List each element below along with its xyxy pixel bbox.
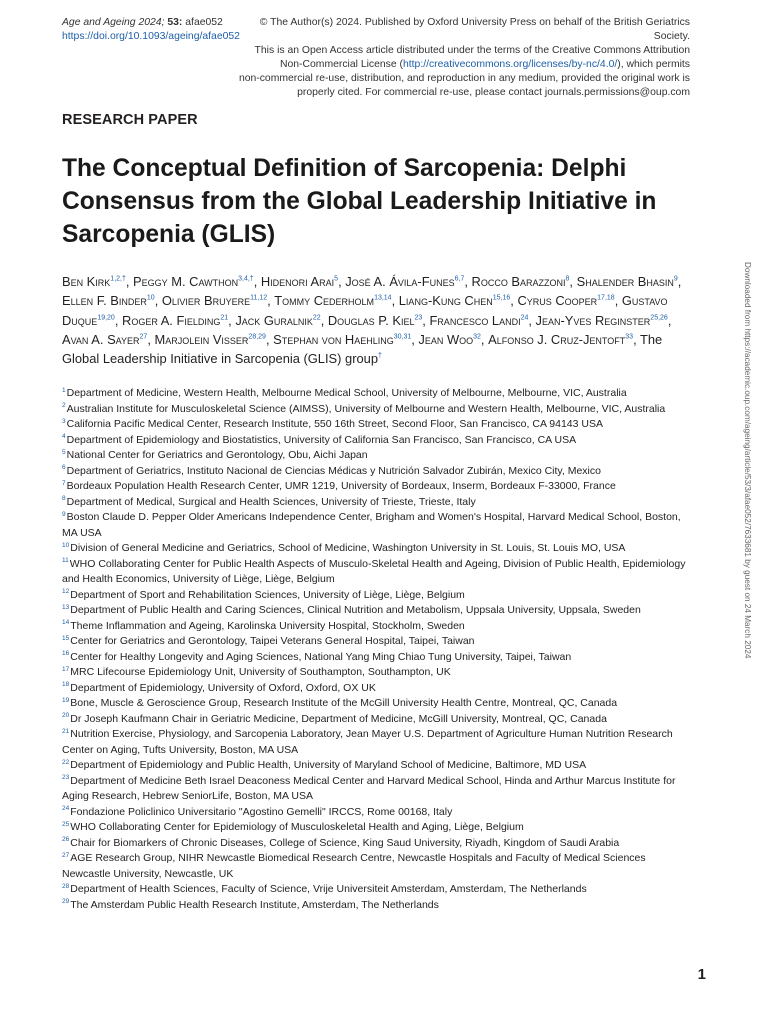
affiliation-text: Department of Health Sciences, Faculty of Science, Vrije Universiteit Amsterdam, Amsterdam, The Netherlands xyxy=(70,883,587,895)
affiliation-item xyxy=(62,851,692,882)
affiliation-number: 9 xyxy=(62,510,66,518)
affiliation-text: Department of Medicine, Western Health, Melbourne Medical School, University of Melbourne, Melbourne, VIC, Australia xyxy=(66,387,627,399)
affiliation-text: Nutrition Exercise, Physiology, and Sarcopenia Laboratory, Jean Mayer U.S. Department of Agriculture Human Nutrition Research Center on Aging, Tufts University, Boston, MA USA xyxy=(62,728,673,756)
author-affiliation-ref: 10 xyxy=(146,295,155,302)
affiliation-text: Bordeaux Population Health Research Center, UMR 1219, University of Bordeaux, Inserm, Bordeaux F-33000, France xyxy=(66,480,616,492)
author-affiliation-ref: 23 xyxy=(414,314,423,322)
group-author: , The Global Leadership Initiative in Sarcopenia (GLIS) group xyxy=(62,331,663,367)
affiliation-text: Department of Sport and Rehabilitation Sciences, University of Liège, Liège, Belgium xyxy=(70,588,465,601)
affiliation-number: 12 xyxy=(62,588,70,595)
affiliation-number: 19 xyxy=(62,696,70,704)
author-name: Ben Kirk xyxy=(62,274,111,289)
affiliation-item xyxy=(62,898,692,914)
affiliation-item xyxy=(62,882,692,898)
affiliation-item xyxy=(62,634,692,650)
article-id: afae052 xyxy=(185,17,223,28)
author-name: Douglas P. Kiel xyxy=(327,312,415,328)
affiliation-text: Boston Claude D. Pepper Older Americans Independence Center, Brigham and Women's Hospital, Harvard Medical School, Boston, MA USA xyxy=(62,511,681,539)
affiliation-item xyxy=(62,665,692,681)
author-affiliation-ref: 22 xyxy=(312,314,321,322)
affiliation-text: MRC Lifecourse Epidemiology Unit, University of Southampton, Southampton, UK xyxy=(70,666,451,678)
author-affiliation-ref: 1,2,† xyxy=(110,275,126,283)
affiliation-number: 6 xyxy=(62,464,66,471)
author-list: Ben Kirk$^{1,2,\dagger}$, Peggy M. Cawthon$^{3,4,\dagger}$, Hidenori Arai$^5$, José A. Ávila-Funes$^{6,7}$, Rocco Barazzoni$^8$, Shalender Bhasin$^9$, Ellen F. Binder$^{10}$, Olivier Bruyere$^{11,12}$, Tommy Cederholm$^{13,14}$, Liang-Kung Chen$^{15,16}$, Cyrus Cooper$^{17,18}$, Gustavo Duque$^{19,20}$, Roger A. Fielding$^{21}$, Jack Guralnik$^{22}$, Douglas P. Kiel$^{23}$, Francesco Landi$^{24}$, Jean-Yves Reginster$^{25,26}$, Avan A. Sayer$^{27}$, Marjolein Visser$^{28,29}$, Stephan von Haehling$^{30,31}$, Jean Woo$^{32}$, Alfonso J. Cruz-Jentoft$^{33}$, The Global Leadership Initiative in Sarcopenia (GLIS) group† xyxy=(62,274,682,367)
author-affiliation-ref: 25,26 xyxy=(650,314,668,322)
author-name: Peggy M. Cawthon xyxy=(133,274,239,289)
affiliation-text: WHO Collaborating Center for Epidemiology of Musculoskeletal Health and Aging, Liège, Belgium xyxy=(70,821,524,833)
author-affiliation-ref: 30,31 xyxy=(393,333,412,341)
affiliation-number: 4 xyxy=(62,433,66,440)
affiliation-item xyxy=(62,541,692,557)
author-affiliation-ref: 21 xyxy=(220,314,229,322)
affiliation-text: AGE Research Group, NIHR Newcastle Biomedical Research Centre, Newcastle Hospitals and Faculty of Medical Sciences Newcastle University, Newcastle, UK xyxy=(62,852,646,880)
affiliation-number: 3 xyxy=(62,417,66,425)
group-author-ref: † xyxy=(378,352,382,360)
affiliation-text: Center for Healthy Longevity and Aging Sciences, National Yang Ming Chiao Tung University, Taipei, Taiwan xyxy=(70,650,572,663)
affiliation-item xyxy=(62,603,692,619)
journal-citation xyxy=(62,16,240,44)
affiliation-number: 14 xyxy=(62,619,70,626)
author-name: Gustavo Duque xyxy=(62,293,668,328)
author-name: Hidenori Arai xyxy=(260,274,335,289)
license-line: This is an Open Access article distributed under the terms of the Creative Commons Attribution xyxy=(254,45,690,56)
author-name: Olivier Bruyere xyxy=(161,293,251,309)
affiliation-item xyxy=(62,495,692,511)
affiliation-number: 5 xyxy=(62,448,66,456)
author-affiliation-ref: 28,29 xyxy=(248,333,266,341)
affiliation-text: Department of Epidemiology and Biostatistics, University of California San Francisco, San Francisco, CA USA xyxy=(66,433,577,446)
license-notice xyxy=(230,16,690,100)
author-affiliation-ref: 33 xyxy=(625,333,634,341)
affiliation-item xyxy=(62,464,692,480)
affiliation-item xyxy=(62,417,692,433)
affiliation-number: 21 xyxy=(62,727,70,735)
author-affiliation-ref: 19,20 xyxy=(97,314,115,322)
author-name: Marjolein Visser xyxy=(154,331,249,347)
affiliation-number: 29 xyxy=(62,898,70,905)
affiliation-text: WHO Collaborating Center for Public Health Aspects of Musculo-Skeletal Health and Ageing, Division of Public Health, Epidemiology and Health Economics, University of Liège, Liège, Belgium xyxy=(62,557,686,585)
author-affiliation-ref: 27 xyxy=(139,333,148,341)
affiliation-text: Department of Epidemiology, University of Oxford, Oxford, OX UK xyxy=(70,681,376,694)
affiliation-text: Center for Geriatrics and Gerontology, Taipei Veterans General Hospital, Taipei, Taiwan xyxy=(70,635,475,647)
author-name: Jack Guralnik xyxy=(235,312,313,328)
author-name: Avan A. Sayer xyxy=(62,331,140,347)
affiliation-item xyxy=(62,386,692,402)
affiliation-number: 10 xyxy=(62,541,70,549)
affiliation-number: 20 xyxy=(62,712,70,719)
affiliation-item xyxy=(62,510,692,541)
affiliation-number: 17 xyxy=(62,665,70,673)
affiliation-number: 8 xyxy=(62,495,66,502)
author-name: Jean Woo xyxy=(418,331,474,347)
license-line: non-commercial re-use, distribution, and reproduction in any medium, provided the original work is xyxy=(238,73,690,84)
affiliation-number: 28 xyxy=(62,882,70,890)
author-affiliation-ref: 32 xyxy=(473,333,481,341)
affiliation-number: 25 xyxy=(62,820,70,828)
author-name: Jean-Yves Reginster xyxy=(535,312,651,328)
author-name: Liang-Kung Chen xyxy=(398,293,493,309)
affiliation-text: Department of Medical, Surgical and Health Sciences, University of Trieste, Trieste, Italy xyxy=(66,495,476,508)
author-name: Cyrus Cooper xyxy=(517,293,598,309)
affiliation-item xyxy=(62,588,692,604)
download-notice xyxy=(738,262,754,762)
author-affiliation-ref: 24 xyxy=(520,314,529,322)
affiliation-item xyxy=(62,619,692,635)
author-name: Tommy Cederholm xyxy=(274,293,375,309)
affiliation-item xyxy=(62,774,692,805)
affiliation-item xyxy=(62,836,692,852)
affiliation-item xyxy=(62,805,692,821)
download-notice-text: Downloaded from https://academic.oup.com/ageing/article/53/3/afae052/7633681 by guest on 24 March 2024 xyxy=(743,262,752,659)
author-name: José A. Ávila-Funes xyxy=(345,274,455,289)
affiliation-text: Department of Geriatrics, Instituto Nacional de Ciencias Médicas y Nutrición Salvador Zubirán, Mexico City, Mexico xyxy=(66,464,601,477)
doi-link[interactable]: https://doi.org/10.1093/ageing/afae052 xyxy=(62,31,240,42)
author-affiliation-ref: 13,14 xyxy=(374,295,392,302)
author-affiliation-ref: 3,4,† xyxy=(238,275,254,283)
page-number: 1 xyxy=(697,966,706,983)
affiliation-number: 16 xyxy=(62,650,70,657)
affiliation-text: Department of Medicine Beth Israel Deaconess Medical Center and Harvard Medical School, Hinda and Arthur Marcus Institute for Aging Research, Hebrew SeniorLife, Boston, MA USA xyxy=(62,774,676,802)
author-name: Rocco Barazzoni xyxy=(471,274,566,289)
affiliation-item xyxy=(62,758,692,774)
affiliation-item xyxy=(62,820,692,836)
affiliation-item xyxy=(62,712,692,728)
license-line: © The Author(s) 2024. Published by Oxford University Press on behalf of the British Geriatrics Society. xyxy=(259,17,690,42)
affiliation-text: Theme Inflammation and Ageing, Karolinska University Hospital, Stockholm, Sweden xyxy=(70,619,465,632)
affiliation-text: California Pacific Medical Center, Research Institute, 550 16th Street, Second Floor, San Francisco, CA 94143 USA xyxy=(66,418,603,430)
affiliation-text: Chair for Biomarkers of Chronic Diseases, College of Science, King Saud University, Riyadh, Kingdom of Saudi Arabia xyxy=(70,836,620,849)
author-affiliation-ref: 17,18 xyxy=(597,295,615,302)
affiliation-number: 23 xyxy=(62,774,70,781)
affiliation-text: Fondazione Policlinico Universitario "Agostino Gemelli" IRCCS, Rome 00168, Italy xyxy=(70,805,453,818)
author-name: Stephan von Haehling xyxy=(273,331,394,347)
author-name: Shalender Bhasin xyxy=(576,274,674,289)
affiliation-text: National Center for Geriatrics and Gerontology, Obu, Aichi Japan xyxy=(66,449,368,461)
affiliation-item xyxy=(62,727,692,758)
affiliation-number: 1 xyxy=(62,386,66,394)
affiliation-text: Bone, Muscle & Geroscience Group, Research Institute of the McGill University Health Centre, Montreal, QC, Canada xyxy=(70,697,618,709)
affiliation-text: Department of Epidemiology and Public Health, University of Maryland School of Medicine, Baltimore, MD USA xyxy=(70,759,587,771)
affiliation-text: Australian Institute for Musculoskeletal Science (AIMSS), University of Melbourne and Western Health, Melbourne, VIC, Australia xyxy=(66,402,666,415)
affiliation-number: 2 xyxy=(62,402,66,409)
affiliation-item xyxy=(62,448,692,464)
affiliation-number: 18 xyxy=(62,681,70,688)
affiliation-text: Dr Joseph Kaufmann Chair in Geriatric Medicine, Department of Medicine, McGill University, Montreal, QC, Canada xyxy=(70,712,607,725)
author-affiliation-ref: 11,12 xyxy=(250,295,268,302)
affiliation-text: Department of Public Health and Caring Sciences, Clinical Nutrition and Metabolism, Uppsala University, Uppsala, Sweden xyxy=(70,604,641,616)
paper-title: The Conceptual Definition of Sarcopenia: Delphi Consensus from the Global Leadership Initiative in Sarcopenia (GLIS) xyxy=(62,155,657,248)
journal-name: Age and Ageing 2024; xyxy=(62,17,165,28)
affiliation-item xyxy=(62,557,692,588)
affiliation-number: 11 xyxy=(62,557,69,564)
affiliation-item xyxy=(62,479,692,495)
affiliation-item xyxy=(62,650,692,666)
affiliation-number: 22 xyxy=(62,758,70,766)
author-affiliation-ref: 8 xyxy=(565,275,570,283)
section-label: RESEARCH PAPER xyxy=(62,112,198,128)
license-line: properly cited. For commercial re-use, please contact journals.permissions@oup.com xyxy=(297,87,690,98)
affiliation-number: 24 xyxy=(62,805,70,812)
author-name: Roger A. Fielding xyxy=(122,312,221,328)
author-name: Francesco Landi xyxy=(429,312,521,328)
journal-volume: 53: xyxy=(167,17,183,28)
author-name: Ellen F. Binder xyxy=(62,293,147,309)
affiliation-item xyxy=(62,696,692,712)
affiliation-text: Division of General Medicine and Geriatrics, School of Medicine, Washington University in St. Louis, St. Louis MO, USA xyxy=(70,542,626,554)
affiliation-item xyxy=(62,433,692,449)
author-affiliation-ref: 15,16 xyxy=(492,295,511,302)
affiliation-number: 15 xyxy=(62,634,70,642)
affiliation-number: 7 xyxy=(62,479,66,487)
affiliation-number: 26 xyxy=(62,836,70,843)
author-name: Alfonso J. Cruz-Jentoft xyxy=(488,331,626,347)
affiliation-number: 27 xyxy=(62,851,70,859)
affiliation-item xyxy=(62,402,692,418)
license-link[interactable]: http://creativecommons.org/licenses/by-nc/4.0/ xyxy=(402,59,618,70)
author-affiliation-ref: 6,7 xyxy=(454,275,465,283)
license-line: Non-Commercial License (http://creativecommons.org/licenses/by-nc/4.0/), which permits xyxy=(279,59,690,70)
author-affiliation-ref: 5 xyxy=(334,275,339,283)
affiliation-item xyxy=(62,681,692,697)
author-affiliation-ref: 9 xyxy=(673,275,678,283)
affiliation-text: The Amsterdam Public Health Research Institute, Amsterdam, The Netherlands xyxy=(70,898,439,911)
affiliation-list xyxy=(62,386,692,913)
affiliation-number: 13 xyxy=(62,603,70,611)
